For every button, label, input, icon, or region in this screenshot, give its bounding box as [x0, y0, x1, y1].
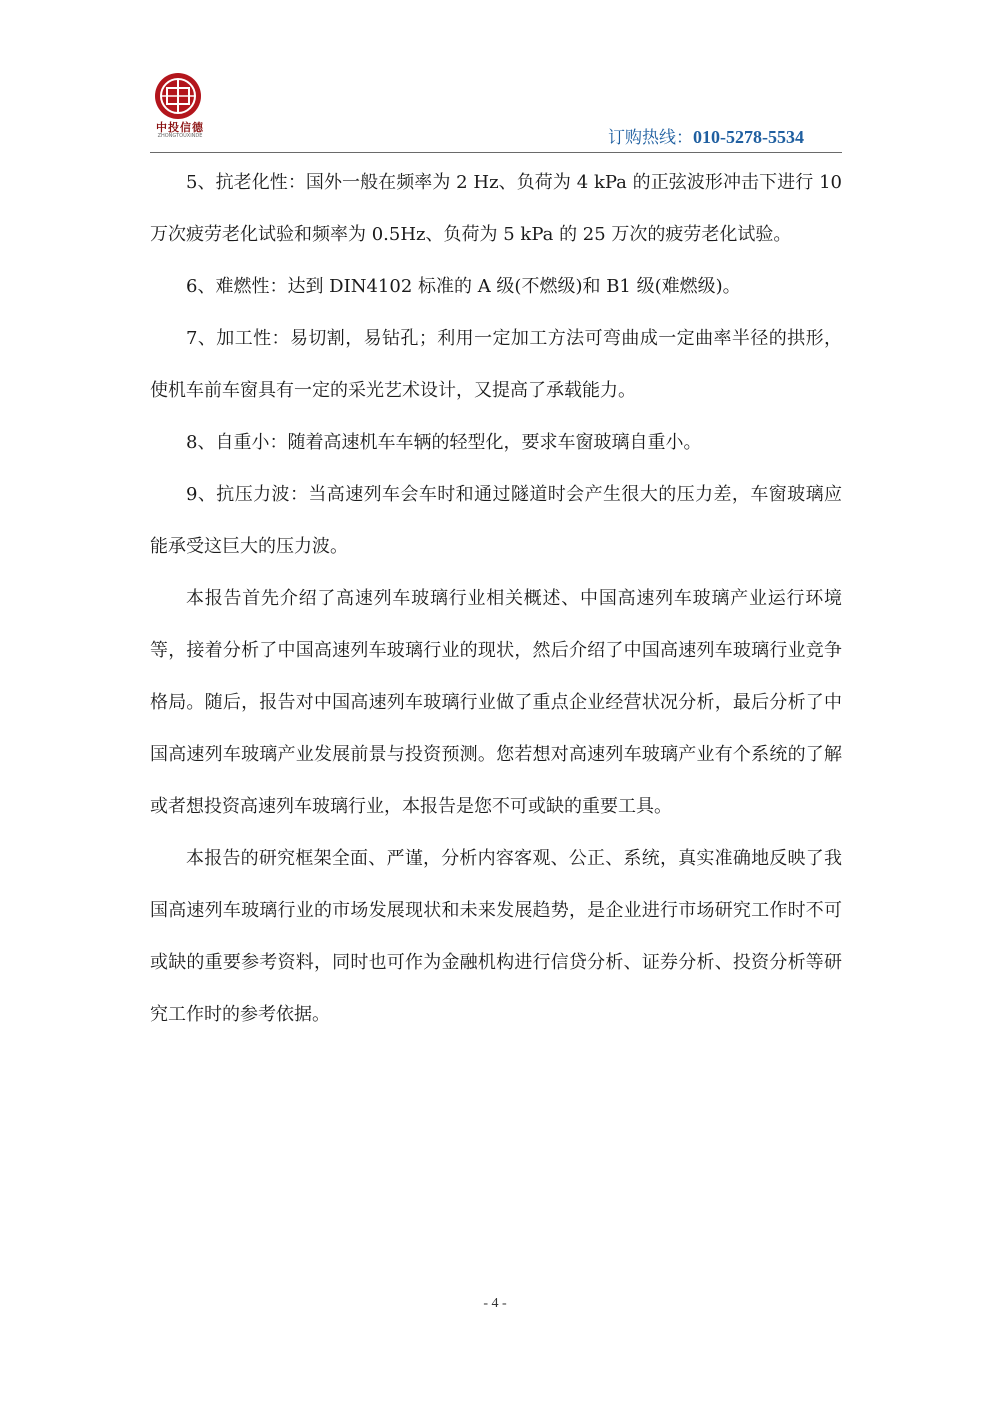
- paragraph-processability: 7、加工性：易切割，易钻孔；利用一定加工方法可弯曲成一定曲率半径的拱形，使机车前车窗具有一定的采光艺术设计，又提高了承载能力。: [150, 328, 842, 401]
- company-logo-icon: [153, 71, 203, 121]
- paragraph-pressure-wave: 9、抗压力波：当高速列车会车时和通过隧道时会产生很大的压力差，车窗玻璃应能承受这巨大的压力波。: [150, 484, 842, 557]
- order-hotline: [608, 123, 804, 148]
- paragraph-report-framework: 本报告的研究框架全面、严谨，分析内容客观、公正、系统，真实准确地反映了我国高速列车玻璃行业的市场发展现状和未来发展趋势，是企业进行市场研究工作时不可或缺的重要参考资料，同时也可作为金融机构进行信贷分析、证券分析、投资分析等研究工作时的参考依据。: [150, 848, 842, 1025]
- paragraph-report-intro: 本报告首先介绍了高速列车玻璃行业相关概述、中国高速列车玻璃产业运行环境等，接着分析了中国高速列车玻璃行业的现状，然后介绍了中国高速列车玻璃行业竞争格局。随后，报告对中国高速列车玻璃行业做了重点企业经营状况分析，最后分析了中国高速列车玻璃产业发展前景与投资预测。您若想对高速列车玻璃产业有个系统的了解或者想投资高速列车玻璃行业，本报告是您不可或缺的重要工具。: [150, 588, 842, 817]
- paragraph-anti-aging: 5、抗老化性：国外一般在频率为 2 Hz、负荷为 4 kPa 的正弦波形冲击下进行 10 万次疲劳老化试验和频率为 0.5Hz、负荷为 5 kPa 的 25 万次的疲劳老化试验。: [150, 172, 842, 245]
- page-header: [150, 65, 842, 153]
- logo-name: 中投信德: [156, 121, 204, 134]
- logo-subtitle: ZHONGTOUXINDE: [157, 133, 203, 139]
- paragraph-flame-retardant: 6、难燃性：达到 DIN4102 标准的 A 级(不燃级)和 B1 级(难燃级)。: [186, 276, 741, 297]
- hotline-number: 010-5278-5534: [693, 127, 804, 147]
- hotline-label: 订购热线：: [608, 128, 693, 148]
- paragraph-light-weight: 8、自重小：随着高速机车车辆的轻型化，要求车窗玻璃自重小。: [186, 432, 702, 453]
- body-text: [150, 157, 842, 1041]
- header-divider: [150, 152, 842, 153]
- page-number: - 4 -: [483, 1296, 507, 1311]
